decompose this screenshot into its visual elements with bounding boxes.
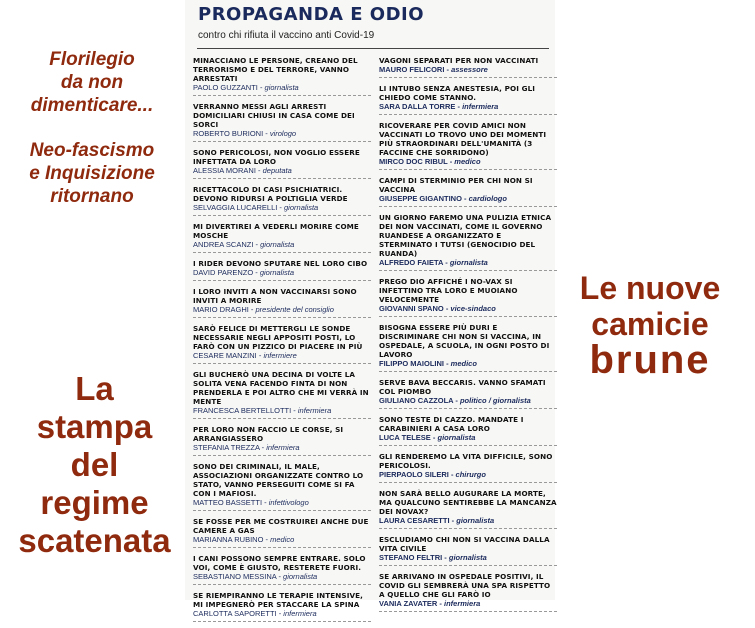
quote-text: NON SARÀ BELLO AUGURARE LA MORTE, MA QUALCUNO SENTIREBBE LA MANCANZA DEI NOVAX? [379,489,557,516]
quote-attribution: FRANCESCA BERTELLOTTI - infermiera [193,406,332,415]
article-header [185,0,555,46]
quote-entry [379,323,557,372]
quote-entry [193,591,371,622]
quote-attribution: GIUSEPPE GIGANTINO - cardiologo [379,194,507,203]
quote-attribution: PAOLO GUZZANTI - giornalista [193,83,299,92]
author-role: giornalista [259,268,295,277]
quote-entry [379,535,557,566]
quote-text: SE ARRIVANO IN OSPEDALE POSITIVI, IL COVID GLI SEMBRERÀ UNA SPA RISPETTO A QUELLO CHE GLI FARÒ IO [379,572,551,599]
caption-line: scatenata [18,522,171,559]
author-name: MAURO FELICORI [379,65,445,74]
quote-attribution: SELVAGGIA LUCARELLI - giornalista [193,203,319,212]
author-role: medico [454,157,481,166]
quote-entry [193,425,371,456]
author-role: infettivologo [268,498,309,507]
caption-line: e Inquisizione [29,163,155,184]
author-name: GIUSEPPE GIGANTINO [379,194,462,203]
caption-line: del [70,446,119,483]
caption-line: dimenticare... [30,95,154,116]
quote-text: I RIDER DEVONO SPUTARE NEL LORO CIBO [193,259,368,268]
caption-line: brune [589,338,711,382]
quote-attribution: CESARE MANZINI - infermiere [193,351,297,360]
caption-line: ritornano [50,186,134,207]
author-role: cardiologo [468,194,507,203]
author-name: MARIANNA RUBINO [193,535,264,544]
quote-attribution: MIRCO DOC RIBUL - medico [379,157,481,166]
header-divider [197,48,549,49]
author-role: chirurgo [455,470,486,479]
quote-attribution: GIOVANNI SPANO - vice-sindaco [379,304,496,313]
quote-attribution: CARLOTTA SAPORETTI - infermiera [193,609,317,618]
quote-attribution: GIULIANO CAZZOLA - politico / giornalista [379,396,531,405]
author-name: PIERPAOLO SILERI [379,470,449,479]
quote-text: BISOGNA ESSERE PIÙ DURI E DISCRIMINARE CHI NON SI VACCINA, IN OSPEDALE, A SCUOLA, IN OGNI POSTO DI LAVORO [379,323,550,359]
quote-entry [193,102,371,142]
left-bottom-caption [12,370,177,560]
author-name: LAURA CESARETTI [379,516,450,525]
quote-text: SONO DEI CRIMINALI, IL MALE, ASSOCIAZIONI ORGANIZZATE CONTRO LO STATO, VANNO PERSEGUITI COME SI FA CON I MAFIOSI. [193,462,364,498]
quote-entry [379,56,557,78]
quote-entry [193,287,371,318]
quote-text: SONO TESTE DI CAZZO. MANDATE I CARABINIERI A CASA LORO [379,415,524,433]
author-name: SARA DALLA TORRE [379,102,456,111]
author-name: ROBERTO BURIONI [193,129,264,138]
quote-entry [379,378,557,409]
quote-attribution: MARIANNA RUBINO - medico [193,535,295,544]
quote-entry [193,222,371,253]
author-role: infermiera [462,102,499,111]
author-name: LUCA TELESE [379,433,431,442]
author-name: VANIA ZAVATER [379,599,438,608]
caption-line: Le nuove [579,270,721,306]
left-top-caption [0,48,184,208]
quote-text: VAGONI SEPARATI PER NON VACCINATI [379,56,539,65]
author-name: SEBASTIANO MESSINA [193,572,277,581]
quote-entry [379,572,557,612]
quote-text: GLI BUCHERÒ UNA DECINA DI VOLTE LA SOLITA VENA FACENDO FINTA DI NON PRENDERLA E POI ALTRO CHE MI VERRÀ IN MENTE [193,370,369,406]
caption-line: La [75,370,114,407]
author-name: ALESSIA MORANI [193,166,256,175]
quote-entry [379,84,557,115]
caption-line: Florilegio [49,49,135,70]
quote-entry [379,213,557,271]
author-role: medico [270,535,295,544]
author-role: virologo [269,129,297,138]
quote-text: PER LORO NON FACCIO LE CORSE, SI ARRANGIASSERO [193,425,344,443]
author-name: SELVAGGIA LUCARELLI [193,203,278,212]
author-role: infermiera [444,599,481,608]
author-role: infermiere [263,351,297,360]
author-name: MATTEO BASSETTI [193,498,263,507]
caption-line: da non [60,72,124,93]
quote-entry [379,489,557,529]
author-role: infermiera [266,443,300,452]
quote-text: SE RIEMPIRANNO LE TERAPIE INTENSIVE, MI IMPEGNERÒ PER STACCARE LA SPINA [193,591,363,609]
quote-text: ESCLUDIAMO CHI NON SI VACCINA DALLA VITA CIVILE [379,535,550,553]
author-name: DAVID PARENZO [193,268,254,277]
quote-entry [379,121,557,170]
quote-entry [193,185,371,216]
caption-line: stampa [36,408,153,445]
quote-entry [193,554,371,585]
quote-text: RICOVERARE PER COVID AMICI NON VACCINATI LO TROVO UNO DEI MOMENTI PIÙ STRAORDINARI DELL'UMANITÀ (3 FACCINE CHE SORRIDONO) [379,121,547,157]
quote-entry [379,452,557,483]
author-role: medico [450,359,477,368]
right-caption [545,270,755,382]
quote-attribution: MAURO FELICORI - assessore [379,65,488,74]
author-role: giornalista [283,572,318,581]
caption-line: camicie [591,306,709,342]
author-role: giornalista [284,203,319,212]
author-role: giornalista [456,516,495,525]
author-name: GIULIANO CAZZOLA [379,396,454,405]
author-name: ANDREA SCANZI [193,240,254,249]
author-role: giornalista [260,240,295,249]
quote-text: VERRANNO MESSI AGLI ARRESTI DOMICILIARI CHIUSI IN CASA COME DEI SORCI [193,102,355,129]
quote-attribution: FILIPPO MAIOLINI - medico [379,359,477,368]
quote-attribution: STEFANO FELTRI - giornalista [379,553,487,562]
quote-entry [193,259,371,281]
quote-entry [379,176,557,207]
author-role: presidente del consiglio [255,305,334,314]
quote-text: UN GIORNO FAREMO UNA PULIZIA ETNICA DEI NON VACCINATI, COME IL GOVERNO RUANDESE A ORGANIZZATO E STERMINATO I TUTSI (GENOCIDIO DEL RUANDA) [379,213,552,258]
author-role: giornalista [437,433,476,442]
quote-attribution: SEBASTIANO MESSINA - giornalista [193,572,318,581]
quote-attribution: LAURA CESARETTI - giornalista [379,516,495,525]
quote-attribution: SARA DALLA TORRE - infermiera [379,102,499,111]
author-name: FRANCESCA BERTELLOTTI [193,406,292,415]
quote-attribution: ANDREA SCANZI - giornalista [193,240,295,249]
quote-entry [193,56,371,96]
quote-entry [379,415,557,446]
quote-text: SERVE BAVA BECCARIS. VANNO SFAMATI COL PIOMBO [379,378,546,396]
article-subtitle: contro chi rifiuta il vaccino anti Covid-19 [198,30,375,41]
author-role: giornalista [449,258,488,267]
quote-entry [193,462,371,511]
quote-text: LI INTUBO SENZA ANESTESIA, POI GLI CHIEDO COME STANNO. [379,84,536,102]
quotes-column-left [193,56,371,628]
author-role: infermiera [297,406,332,415]
newspaper-clipping [185,0,557,618]
caption-line: Neo-fascismo [29,140,155,161]
quote-text: RICETTACOLO DI CASI PSICHIATRICI. DEVONO RIDURSI A POLTIGLIA VERDE [193,185,348,203]
author-name: MARIO DRAGHI [193,305,249,314]
caption-line: regime [40,484,149,521]
author-name: FILIPPO MAIOLINI [379,359,444,368]
quote-entry [379,277,557,317]
author-name: ALFREDO FAIETA [379,258,444,267]
article-title: PROPAGANDA E ODIO [198,4,425,25]
quote-attribution: MATTEO BASSETTI - infettivologo [193,498,309,507]
author-name: STEFANIA TREZZA [193,443,260,452]
author-role: deputata [262,166,292,175]
quote-entry [193,148,371,179]
author-name: STEFANO FELTRI [379,553,443,562]
quote-attribution: ROBERTO BURIONI - virologo [193,129,297,138]
quote-entry [193,370,371,419]
quote-entry [193,517,371,548]
quote-text: SE FOSSE PER ME COSTRUIREI ANCHE DUE CAMERE A GAS [193,517,369,535]
quote-attribution: PIERPAOLO SILERI - chirurgo [379,470,486,479]
quote-text: CAMPI DI STERMINIO PER CHI NON SI VACCINA [379,176,533,194]
quote-text: SONO PERICOLOSI, NON VOGLIO ESSERE INFETTATA DA LORO [193,148,360,166]
quote-attribution: DAVID PARENZO - giornalista [193,268,295,277]
quote-text: I CANI POSSONO SEMPRE ENTRARE. SOLO VOI, COME È GIUSTO, RESTERETE FUORI. [193,554,366,572]
author-role: assessore [451,65,488,74]
quotes-column-right [379,56,557,618]
quote-attribution: ALESSIA MORANI - deputata [193,166,292,175]
quote-text: I LORO INVITI A NON VACCINARSI SONO INVITI A MORIRE [193,287,357,305]
author-name: MIRCO DOC RIBUL [379,157,448,166]
author-name: GIOVANNI SPANO [379,304,444,313]
author-role: giornalista [448,553,487,562]
quote-attribution: STEFANIA TREZZA - infermiera [193,443,300,452]
author-name: PAOLO GUZZANTI [193,83,258,92]
quote-text: MI DIVERTIREI A VEDERLI MORIRE COME MOSCHE [193,222,359,240]
quote-attribution: MARIO DRAGHI - presidente del consiglio [193,305,334,314]
author-role: politico / giornalista [459,396,531,405]
quote-text: SARÒ FELICE DI METTERGLI LE SONDE NECESSARIE NEGLI APPOSITI POSTI, LO FARÒ CON UN PIZZICO DI PIACERE IN PIÙ [193,324,363,351]
quote-attribution: ALFREDO FAIETA - giornalista [379,258,488,267]
quote-entry [193,324,371,364]
quote-text: PREGO DIO AFFICHÉ I NO-VAX SI INFETTINO TRA LORO E MUOIANO VELOCEMENTE [379,277,518,304]
quote-attribution: LUCA TELESE - giornalista [379,433,476,442]
quote-attribution: VANIA ZAVATER - infermiera [379,599,481,608]
quote-text: MINACCIANO LE PERSONE, CREANO DEL TERRORISMO E DEL TERRORE, VANNO ARRESTATI [193,56,358,83]
author-role: giornalista [264,83,299,92]
quote-text: GLI RENDEREMO LA VITA DIFFICILE, SONO PERICOLOSI. [379,452,553,470]
author-name: CESARE MANZINI [193,351,257,360]
author-role: vice-sindaco [450,304,496,313]
author-role: infermiera [283,609,317,618]
author-name: CARLOTTA SAPORETTI [193,609,277,618]
